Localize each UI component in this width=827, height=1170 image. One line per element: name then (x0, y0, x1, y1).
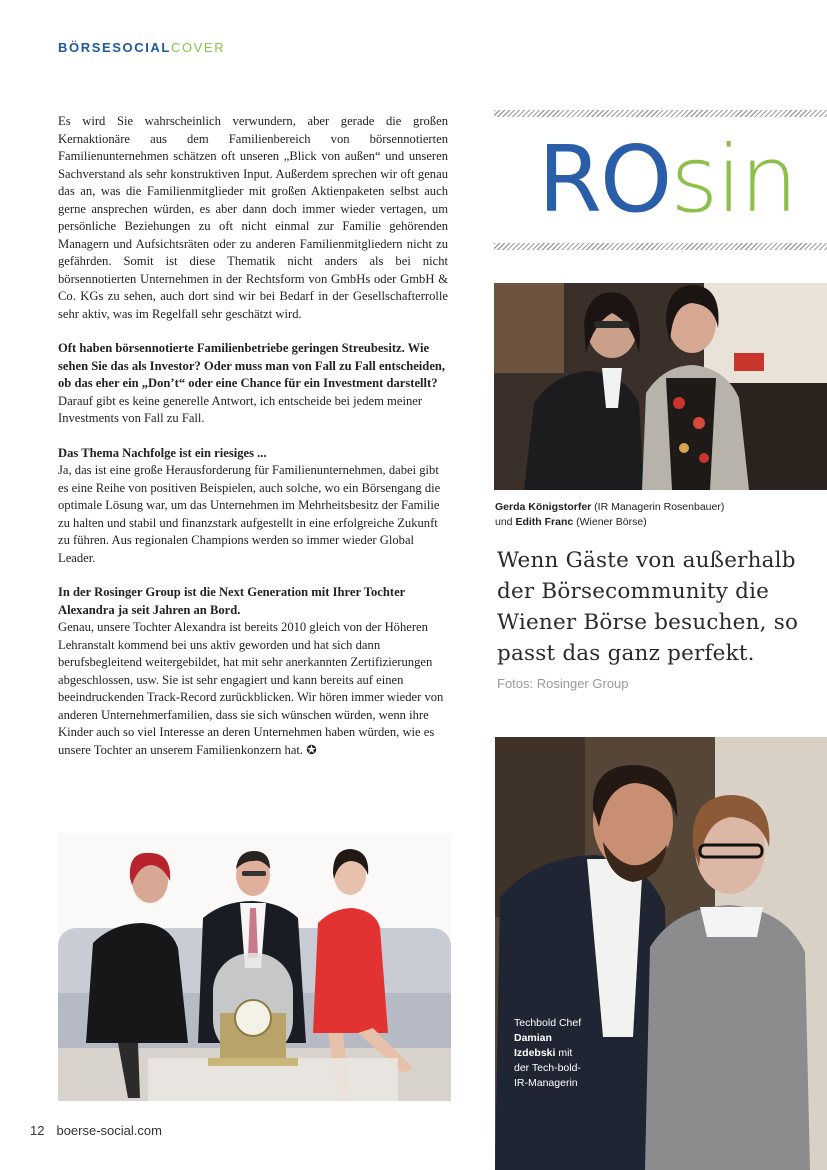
caption3-post: mit der Tech-bold-IR-Managerin (514, 1047, 581, 1089)
caption1-name1: Gerda Königstorfer (495, 501, 592, 513)
header-section: COVER (170, 40, 226, 55)
photo-illustration (494, 283, 827, 490)
title-sin: sin (670, 126, 797, 233)
title-ro: RO (538, 126, 671, 233)
article-body (58, 113, 448, 776)
caption1-name2: Edith Franc (515, 516, 574, 528)
question-2: Das Thema Nachfolge ist ein riesiges ... (58, 445, 267, 460)
caption1-and: und (495, 516, 516, 528)
question-3: In der Rosinger Group ist die Next Generation mit Ihrer Tochter Alexandra ja seit Jahren an Bord. (58, 585, 406, 617)
end-mark-icon: ✪ (306, 742, 317, 757)
caption3-name: Damian Izdebski (514, 1032, 556, 1059)
header-brand: BÖRSESOCIAL (58, 40, 171, 55)
hatch-divider-top (494, 110, 827, 117)
rosin-title-block (494, 110, 827, 250)
answer-1: Darauf gibt es keine generelle Antwort, ich entscheide bei jedem meiner Investments von Fall zu Fall. (58, 393, 423, 425)
photo-illustration (495, 737, 827, 1170)
photo-rosinger-family (58, 833, 451, 1101)
photo-credit: Fotos: Rosinger Group (497, 676, 629, 691)
caption-photo-3 (514, 1016, 589, 1091)
pull-quote: Wenn Gäste von außerhalb der Börsecommunity die Wiener Börse besuchen, so passt das ganz perfekt. (497, 548, 799, 666)
footer-website: boerse-social.com (56, 1123, 162, 1138)
page-number: 12 (30, 1123, 45, 1138)
caption3-pre: Techbold Chef (514, 1017, 582, 1029)
photo-koenigstorfer-franc (494, 283, 827, 490)
paragraph-1: Es wird Sie wahrscheinlich verwundern, aber gerade die großen Kernaktionäre aus dem Familienbereich von börsennotierten Familienunternehmen schätzen oft unseren „Blick von außen“ und unseren Sachverstand als sehr konstruktiven Input. Außerdem sprechen wir oft genau das an, was die Familienmitglieder mit großen Aktienpaketen selbst auch gerne ansprechen würden, es aber dann doch immer wieder vertagen, um persönliche Beziehungen zu oft nicht einmal zur Familie gehörenden Managern und Aufsichtsräten oder zu anderen Familienmitgliedern nicht zu gefährden. Somit ist diese Thematik nicht anders als bei nicht börsennotierten Unternehmen in der Rechtsform von GmbHs oder GmbH & Co. KGs zu sehen, auch dort sind wir bei Bedarf in der Gesellschafterrolle sehr aktiv, was im Regelfall sehr geschätzt wird. (58, 114, 448, 321)
answer-3-text: Genau, unsere Tochter Alexandra ist bereits 2010 gleich von der Höheren Lehranstalt kommend bei uns aktiv geworden und hat sich dann berufsbegleitend weitergebildet, hat mit sehr anerkannten Zertifizierungen abgeschlossen, usw. Sie ist sehr engagiert und kann bereits auf einen beeindruckenden Track-Record zurückblicken. Wir hören immer wieder von anderen Unternehmerfamilien, dass sie sich wünschen würden, wenn ihre Kinder auch so viel Interesse an deren Unternehmen haben würden, wie es unsere Tochter an unserem Familienkonzern hat. (58, 620, 444, 757)
photo-izdebski (495, 737, 827, 1170)
hatch-divider-bottom (494, 243, 827, 250)
section-header (58, 40, 225, 55)
rosin-title (538, 126, 797, 233)
question-1: Oft haben börsennotierte Familienbetriebe geringen Streubesitz. Wie sehen Sie das als Investor? Oder muss man von Fall zu Fall entscheiden, ob das eher ein „Don’t“ oder eine Chance für ein Investment darstellt? (58, 341, 446, 390)
caption-photo-1 (495, 500, 815, 530)
answer-3 (58, 619, 448, 759)
caption1-role2: (Wiener Börse) (573, 516, 647, 528)
caption1-role1: (IR Managerin Rosenbauer) (591, 501, 725, 513)
answer-2: Ja, das ist eine große Herausforderung für Familienunternehmen, dabei gibt es eine Reihe von positiven Beispielen, auch solche, wo ein Börsengang die optimale Lösung war, um das Unternehmen im Mehrheitsbesitz der Familie zu halten und stabil und finanzstark aufgestellt in eine erfolgreiche Zukunft zu führen. Aus regionalen Champions werden so immer wieder Global Leader. (58, 463, 441, 565)
photo-illustration (58, 833, 451, 1101)
page-footer (30, 1123, 162, 1138)
